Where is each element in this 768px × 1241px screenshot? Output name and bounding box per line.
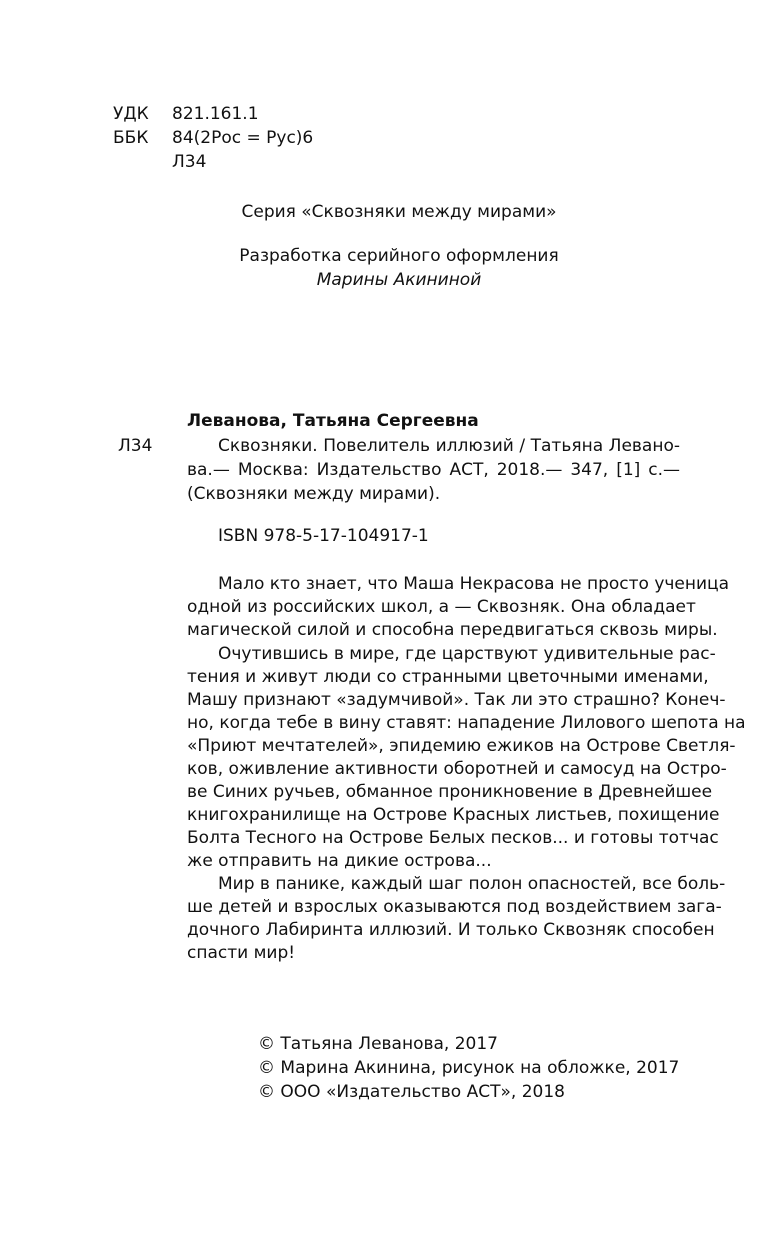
annotation-line: Очутившись в мире, где царствуют удивительные рас- [218,644,716,664]
annotation-line: Болта Тесного на Острове Белых песков... и готовы тотчас [187,828,719,848]
series-line: Серия «Сквозняки между мирами» [241,202,557,222]
annotation-line: ве Синих ручьев, обманное проникновение в Древнейшее [187,782,713,802]
author-mark: Л34 [172,152,207,172]
annotation-line: Машу признают «задумчивой». Так ли это страшно? Конеч- [187,690,726,710]
annotation-line: ше детей и взрослых оказываются под воздействием зага- [187,897,722,917]
annotation-line: спасти мир! [187,943,296,963]
annotation-line: Мало кто знает, что Маша Некрасова не просто ученица [218,574,730,594]
annotation-line: тения и живут люди со странными цветочными именами, [187,667,709,687]
isbn: ISBN 978-5-17-104917-1 [218,526,429,546]
bibliographic-line: Сквозняки. Повелитель иллюзий / Татьяна Левано- [218,436,680,456]
copyright-line: © Марина Акинина, рисунок на обложке, 2017 [258,1058,680,1078]
copyright-line: © ООО «Издательство АСТ», 2018 [258,1082,565,1102]
annotation-line: но, когда тебе в вину ставят: нападение Лилового шепота на [187,713,746,733]
bibliographic-line: ва.— Москва: Издательство АСТ, 2018.— 347, [1] с.— [187,460,680,480]
bbk-value: 84(2Рос = Рус)6 [172,128,314,148]
annotation-line: одной из российских школ, а — Сквозняк. Она обладает [187,597,696,617]
annotation-line: магической силой и способна передвигаться сквозь миры. [187,620,718,640]
annotation-line: книгохранилище на Острове Красных листьев, похищение [187,805,720,825]
margin-author-mark: Л34 [118,436,153,456]
udk-label: УДК [113,104,149,124]
annotation-line: дочного Лабиринта иллюзий. И только Сквозняк способен [187,920,715,940]
bbk-label: ББК [113,128,149,148]
udk-value: 821.161.1 [172,104,259,124]
annotation-line: ков, оживление активности оборотней и самосуд на Остро- [187,759,727,779]
designer-name: Марины Акининой [316,270,482,290]
design-credit: Разработка серийного оформления [239,246,559,266]
annotation-line: же отправить на дикие острова... [187,851,492,871]
annotation-line: Мир в панике, каждый шаг полон опасностей, все боль- [218,874,726,894]
copyright-line: © Татьяна Леванова, 2017 [258,1034,498,1054]
bibliographic-line: (Сквозняки между мирами). [187,484,441,504]
author-heading: Леванова, Татьяна Сергеевна [187,411,479,431]
annotation-line: «Приют мечтателей», эпидемию ежиков на Острове Светля- [187,736,736,756]
